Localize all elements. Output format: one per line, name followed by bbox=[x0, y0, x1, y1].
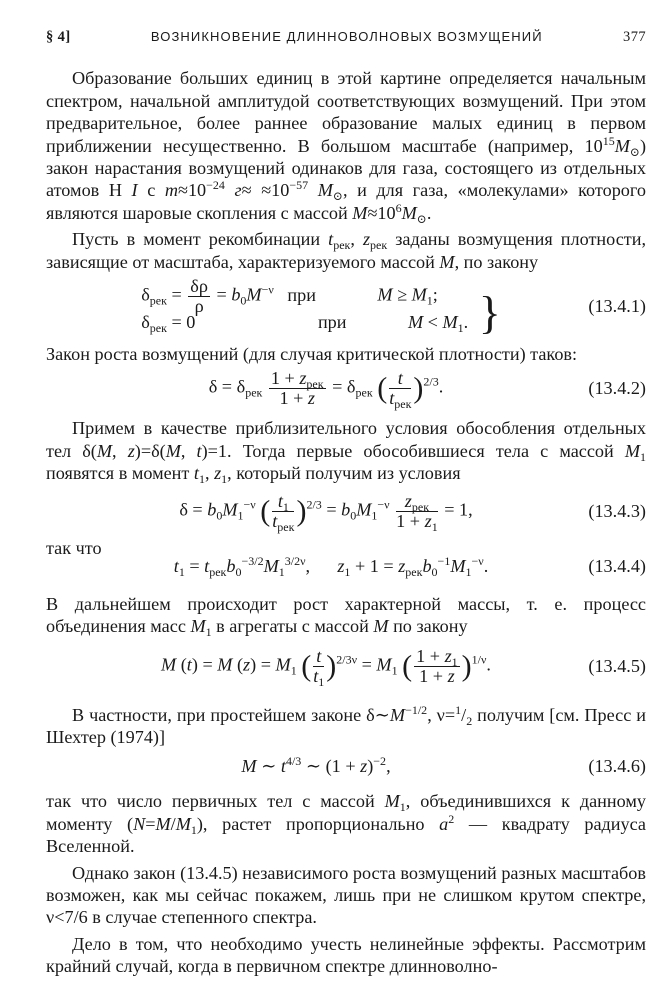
equation-number: (13.4.6) bbox=[588, 756, 646, 777]
paragraph-5: В дальнейшем происходит рост характерной массы, т. е. процесс объединения масс $M_1$ в агрегаты с массой M по закону bbox=[46, 593, 646, 640]
equation-13-4-6: M ∼ $t^{4/3}$ ∼ $(1 + z)^{-2}$, (13.4.6) bbox=[241, 754, 646, 777]
page-header bbox=[46, 26, 646, 48]
equation-number: (13.4.4) bbox=[588, 556, 646, 577]
paragraph-1: Образование больших единиц в этой картине определяется начальным спектром, начальной амплитудой соответствующих возмущений. При этом предварительное, более раннее образование малых единиц в первом приближении несущественно. В большом масштабе (например, $10^{15}M_⊙$) закон нарастания возмущений одинаков для газа, состоящего из отдельных атомов H I с $m\approx 10^{-24}$ $г\approx \approx 10^{-57}$ $M_⊙$, и для газа, «молекулами» которого являются шаровые скопления с массой $M\approx 10^6M_⊙$. bbox=[46, 68, 647, 226]
running-title: ВОЗНИКНОВЕНИЕ ДЛИННОВОЛНОВЫХ ВОЗМУЩЕНИЙ bbox=[150, 29, 543, 44]
equation-prefix: так что bbox=[46, 537, 102, 558]
paragraph-2: Пусть в момент рекомбинации $t_{рек}$, $z_{рек}$ заданы возмущения плотности, зависящие от масштаба, характеризуемого массой M, по закону bbox=[46, 229, 647, 272]
paragraph-4: Примем в качестве приблизительного условия обособления отдельных тел δ(M, z)=δ(M, t)=1. Тогда первые обособившиеся тела с массой $M_1$ появятся в момент $t_1$, $z_1$, который получим из условия bbox=[46, 418, 647, 487]
equation-number: (13.4.3) bbox=[588, 501, 646, 522]
paragraph-7: так что число первичных тел с массой $M_1$, объединившихся к данному моменту $(N=M/M_1)$, растет пропорционально $a^2$ — квадрату радиуса Вселенной. bbox=[46, 791, 646, 857]
section-marker: § 4] bbox=[46, 29, 71, 45]
equation-13-4-1: $\delta_{рек}$ = $\frac{\delta\rho}{\rho}$ = $b_0M^{-\nu}$ при $M \ge M_1$; $\delta_{рек} = 0$ при $M < M_1$. } (13.4.1) bbox=[141, 276, 646, 339]
equation-13-4-3: $\delta = b_0M_1^{-\nu}$ ( $\frac{t_1}{t_{рек}}$ )$^{2/3} = b_0M_1^{-\nu}$ $\frac{z_{рек}}{1 + z_1}$ = 1, (13.4.3) bbox=[179, 491, 646, 535]
equation-13-4-5: M (t) = M $(z) = M_1$ ( $\frac{t}{t_1}$ )$^{2/3\nu} = M_1$ ( $\frac{1 + z_1}{1 + z}$ )$^{1/\nu}$. (13.4.5) bbox=[161, 646, 646, 689]
paragraph-8: Однако закон (13.4.5) независимого роста возмущений разных масштабов возможен, как мы сейчас покажем, лишь при не слишком крутом спектре, ν<7/6 в случае степенного спектра. bbox=[46, 862, 646, 928]
equation-number: (13.4.2) bbox=[588, 378, 646, 399]
equation-13-4-2: $\delta = \delta_{рек}$ $\frac{1 + z_{рек}}{1 + z}$ = $\delta_{рек}$ ( $\frac{t}{t_{рек}}$ )$^{2/3}$. (13.4.2) bbox=[208, 367, 646, 411]
equation-number: (13.4.5) bbox=[588, 656, 646, 677]
paragraph-3: Закон роста возмущений (для случая критической плотности) таков: bbox=[46, 344, 578, 365]
equation-13-4-4: так что $t_1 = t_{рек}b_0^{-3/2}M_1^{3/2\nu}$, $z_1 + 1 = z_{рек}b_0^{-1}M_1^{-\nu}$. (13.4.4) bbox=[46, 537, 646, 580]
page-number: 377 bbox=[623, 29, 646, 45]
equation-number: (13.4.1) bbox=[588, 295, 646, 316]
paragraph-9: Дело в том, что необходимо учесть нелинейные эффекты. Рассмотрим крайний случай, когда в первичном спектре длинноволно- bbox=[46, 933, 646, 977]
paragraph-6: В частности, при простейшем законе $\delta\sim M^{-1/2}$, $\nu=^1/_2$ получим [см. Пресс и Шехтер (1974)] bbox=[46, 702, 646, 747]
